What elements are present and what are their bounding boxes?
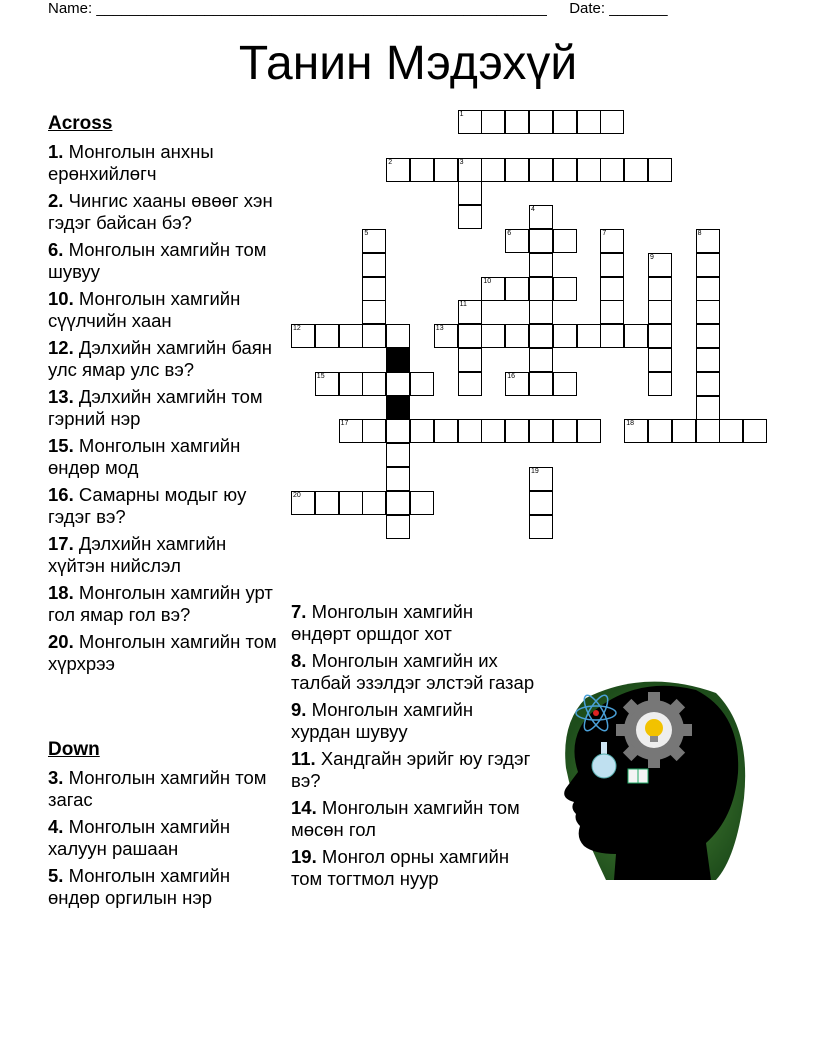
clue-text: Монголын хамгийн том загас — [48, 767, 267, 810]
clue-text: Хандгайн эрийг юу гэдэг вэ? — [291, 748, 531, 791]
clue-text: Монгол орны хамгийн том тогтмол нуур — [291, 846, 510, 889]
clue-number: 7. — [291, 601, 307, 622]
grid-cell[interactable] — [529, 300, 553, 324]
clue-number: 14. — [291, 797, 317, 818]
clue-number: 3. — [48, 767, 64, 788]
clue — [48, 631, 284, 675]
grid-cell[interactable] — [481, 324, 505, 348]
grid-cell[interactable] — [339, 419, 363, 443]
grid-cell[interactable] — [624, 158, 648, 182]
grid-cell[interactable] — [458, 158, 482, 182]
clue-number: 6. — [48, 239, 64, 260]
clue-text: Монголын хамгийн өндөрт оршдог хот — [291, 601, 474, 644]
black-cell — [386, 396, 410, 420]
grid-cell[interactable] — [600, 300, 624, 324]
clue — [48, 239, 284, 283]
grid-cell[interactable] — [458, 205, 482, 229]
clue-number: 8. — [291, 650, 307, 671]
grid-cell[interactable] — [291, 491, 315, 515]
name-label: Name: — [48, 0, 93, 17]
grid-cell[interactable] — [648, 324, 672, 348]
grid-cell[interactable] — [743, 419, 767, 443]
grid-cell[interactable] — [458, 181, 482, 205]
grid-cell[interactable] — [529, 419, 553, 443]
clue-text: Монголын хамгийн өндөр мод — [48, 435, 241, 478]
grid-cell[interactable] — [362, 300, 386, 324]
grid-cell[interactable] — [529, 277, 553, 301]
grid-cell[interactable] — [505, 324, 529, 348]
grid-cell[interactable] — [362, 491, 386, 515]
grid-cell[interactable] — [648, 372, 672, 396]
grid-cell[interactable] — [648, 348, 672, 372]
grid-cell[interactable] — [553, 372, 577, 396]
grid-cell[interactable] — [315, 324, 339, 348]
grid-cell[interactable] — [315, 372, 339, 396]
grid-cell[interactable] — [458, 372, 482, 396]
cell-number: 5 — [364, 230, 369, 237]
grid-cell[interactable] — [505, 229, 529, 253]
grid-cell[interactable] — [505, 372, 529, 396]
grid-cell[interactable] — [362, 419, 386, 443]
grid-cell[interactable] — [696, 348, 720, 372]
cell-number: 8 — [697, 230, 702, 237]
clue-text: Самарны модыг юу гэдэг вэ? — [48, 484, 247, 527]
clue-text: Монголын хамгийн их талбай эзэлдэг элстэй газар — [291, 650, 535, 693]
grid-cell[interactable] — [339, 491, 363, 515]
grid-cell[interactable] — [577, 158, 601, 182]
clue — [291, 846, 536, 890]
down-heading: Down — [48, 739, 100, 760]
clue-text: Монголын хамгийн халуун рашаан — [48, 816, 231, 859]
grid-cell[interactable] — [529, 229, 553, 253]
grid-cell[interactable] — [529, 515, 553, 539]
clue — [48, 767, 284, 811]
grid-cell[interactable] — [696, 419, 720, 443]
cell-number: 7 — [602, 230, 607, 237]
grid-cell[interactable] — [600, 324, 624, 348]
grid-cell[interactable] — [624, 419, 648, 443]
grid-cell[interactable] — [434, 158, 458, 182]
clue-text: Монголын хамгийн урт гол ямар гол вэ? — [48, 582, 273, 625]
cell-number: 15 — [316, 372, 325, 380]
grid-cell[interactable] — [553, 277, 577, 301]
grid-cell[interactable] — [386, 443, 410, 467]
grid-cell[interactable] — [719, 419, 743, 443]
grid-cell[interactable] — [624, 324, 648, 348]
clue — [291, 650, 536, 694]
clue-number: 15. — [48, 435, 74, 456]
grid-cell[interactable] — [505, 158, 529, 182]
clue-number: 13. — [48, 386, 74, 407]
grid-cell[interactable] — [600, 277, 624, 301]
grid-cell[interactable] — [648, 253, 672, 277]
clue-text: Дэлхийн хамгийн хүйтэн нийслэл — [48, 533, 227, 576]
grid-cell[interactable] — [386, 372, 410, 396]
grid-cell[interactable] — [529, 110, 553, 134]
clue — [48, 865, 284, 909]
cell-number: 16 — [507, 372, 515, 380]
grid-cell[interactable] — [648, 300, 672, 324]
cell-number: 19 — [531, 468, 539, 475]
page-title: Танин Мэдэхүй — [238, 37, 578, 90]
cell-number: 11 — [459, 301, 467, 309]
grid-cell[interactable] — [362, 253, 386, 277]
grid-cell[interactable] — [577, 110, 601, 134]
grid-cell[interactable] — [553, 324, 577, 348]
clue — [48, 484, 284, 528]
grid-cell[interactable] — [648, 158, 672, 182]
grid-cell[interactable] — [529, 253, 553, 277]
grid-cell[interactable] — [386, 324, 410, 348]
grid-cell[interactable] — [458, 419, 482, 443]
clue — [48, 582, 284, 626]
clue — [291, 699, 536, 743]
clue-number: 18. — [48, 582, 74, 603]
grid-cell[interactable] — [600, 158, 624, 182]
grid-cell[interactable] — [386, 515, 410, 539]
grid-cell[interactable] — [458, 110, 482, 134]
cell-number: 10 — [483, 277, 492, 285]
grid-cell[interactable] — [553, 419, 577, 443]
grid-cell[interactable] — [696, 253, 720, 277]
cell-number: 18 — [626, 420, 634, 428]
clue-number: 16. — [48, 484, 74, 505]
grid-cell[interactable] — [696, 277, 720, 301]
clue-text: Монголын хамгийн том шувуу — [48, 239, 267, 282]
cell-number: 9 — [650, 253, 654, 261]
grid-cell[interactable] — [481, 277, 505, 301]
clue-text: Монголын хамгийн хурдан шувуу — [291, 699, 474, 742]
clue — [48, 288, 284, 332]
clue-text: Дэлхийн хамгийн том гэрний нэр — [48, 386, 263, 429]
grid-cell[interactable] — [529, 158, 553, 182]
grid-cell[interactable] — [362, 277, 386, 301]
grid-cell[interactable] — [553, 158, 577, 182]
clue — [48, 386, 284, 430]
grid-cell[interactable] — [648, 277, 672, 301]
grid-cell[interactable] — [410, 491, 434, 515]
grid-cell[interactable] — [505, 277, 529, 301]
cell-number: 1 — [459, 111, 464, 118]
grid-cell[interactable] — [553, 110, 577, 134]
grid-cell[interactable] — [648, 419, 672, 443]
cell-number: 2 — [388, 158, 393, 166]
grid-cell[interactable] — [386, 419, 410, 443]
light-bulb-icon — [645, 719, 663, 737]
clue — [291, 748, 536, 792]
cell-number: 4 — [531, 206, 535, 214]
grid-cell[interactable] — [696, 396, 720, 420]
clue — [48, 190, 284, 234]
grid-cell[interactable] — [505, 110, 529, 134]
header — [48, 0, 668, 17]
grid-cell[interactable] — [481, 419, 505, 443]
grid-cell[interactable] — [410, 419, 434, 443]
grid-cell[interactable] — [291, 324, 315, 348]
date-field[interactable]: _______ — [609, 0, 668, 17]
grid-cell[interactable] — [529, 205, 553, 229]
clue — [291, 797, 536, 841]
clue-text: Монголын хамгийн сүүлчийн хаан — [48, 288, 241, 331]
down-clues — [48, 739, 284, 914]
clue — [48, 533, 284, 577]
clue-text: Чингис хааны өвөөг хэн гэдэг байсан бэ? — [48, 190, 273, 233]
grid-cell[interactable] — [410, 158, 434, 182]
grid-cell[interactable] — [577, 324, 601, 348]
grid-cell[interactable] — [600, 253, 624, 277]
grid-cell[interactable] — [696, 229, 720, 253]
grid-cell[interactable] — [600, 110, 624, 134]
grid-cell[interactable] — [458, 324, 482, 348]
clue-text: Монголын анхны ерөнхийлөгч — [48, 141, 214, 184]
grid-cell[interactable] — [505, 419, 529, 443]
clue — [48, 141, 284, 185]
clue-text: Монголын хамгийн өндөр оргилын нэр — [48, 865, 231, 908]
down-clues-continued — [291, 601, 536, 895]
cell-number: 13 — [435, 325, 444, 333]
grid-cell[interactable] — [434, 419, 458, 443]
clue — [48, 816, 284, 860]
grid-cell[interactable] — [529, 491, 553, 515]
clue — [48, 337, 284, 381]
grid-cell[interactable] — [577, 419, 601, 443]
grid-cell[interactable] — [386, 491, 410, 515]
cell-number: 6 — [507, 230, 512, 237]
grid-cell[interactable] — [458, 300, 482, 324]
clue-number: 20. — [48, 631, 74, 652]
clue — [291, 601, 536, 645]
grid-cell[interactable] — [386, 467, 410, 491]
grid-cell[interactable] — [529, 467, 553, 491]
grid-cell[interactable] — [553, 229, 577, 253]
grid-cell[interactable] — [696, 300, 720, 324]
grid-cell[interactable] — [339, 324, 363, 348]
across-heading: Across — [48, 113, 113, 134]
cell-number: 12 — [293, 325, 301, 333]
cell-number: 17 — [340, 420, 349, 428]
clue-number: 10. — [48, 288, 74, 309]
clue-number: 19. — [291, 846, 317, 867]
clue-number: 17. — [48, 533, 74, 554]
clue — [48, 435, 284, 479]
grid-cell[interactable] — [481, 110, 505, 134]
clue-number: 12. — [48, 337, 74, 358]
clue-text: Дэлхийн хамгийн баян улс ямар улс вэ? — [48, 337, 273, 380]
cell-number: 20 — [293, 491, 301, 499]
clue-number: 9. — [291, 699, 307, 720]
grid-cell[interactable] — [434, 324, 458, 348]
grid-cell[interactable] — [529, 324, 553, 348]
cell-number: 3 — [459, 158, 464, 166]
head-with-gear-icon — [546, 668, 751, 883]
grid-cell[interactable] — [339, 372, 363, 396]
clue-number: 11. — [291, 748, 316, 769]
grid-cell[interactable] — [696, 324, 720, 348]
date-label: Date: — [569, 0, 606, 17]
across-clues — [48, 113, 284, 680]
clue-number: 4. — [48, 816, 64, 837]
grid-cell[interactable] — [315, 491, 339, 515]
grid-cell[interactable] — [481, 158, 505, 182]
clue-number: 2. — [48, 190, 64, 211]
clue-text: Монголын хамгийн том хүрхрээ — [48, 631, 277, 674]
grid-cell[interactable] — [600, 229, 624, 253]
grid-cell[interactable] — [362, 372, 386, 396]
grid-cell[interactable] — [529, 348, 553, 372]
name-field[interactable]: ______________________________________________________ — [96, 0, 547, 17]
grid-cell[interactable] — [362, 324, 386, 348]
clue-number: 1. — [48, 141, 64, 162]
grid-cell[interactable] — [529, 372, 553, 396]
grid-cell[interactable] — [386, 158, 410, 182]
gear-icon — [616, 692, 692, 768]
clue-number: 5. — [48, 865, 64, 886]
black-cell — [386, 348, 410, 372]
grid-cell[interactable] — [458, 348, 482, 372]
grid-cell[interactable] — [362, 229, 386, 253]
grid-cell[interactable] — [410, 372, 434, 396]
grid-cell[interactable] — [696, 372, 720, 396]
clue-text: Монголын хамгийн том мөсөн гол — [291, 797, 520, 840]
book-icon — [628, 769, 648, 783]
grid-cell[interactable] — [672, 419, 696, 443]
